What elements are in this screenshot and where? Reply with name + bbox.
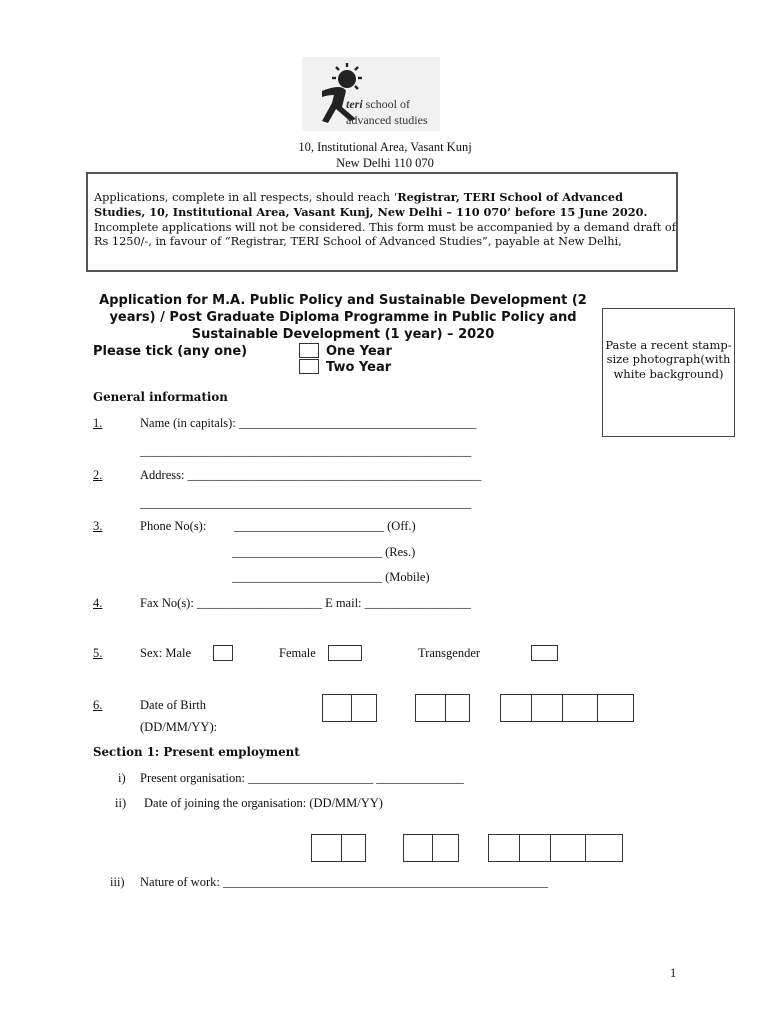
notice-box: [86, 172, 678, 272]
notice-text-2: Incomplete applications will not be considered. This form must be accompanied by a demand draft of Rs 1250/-, in favour of “Registrar, TERI School of Advanced Studies”, payable at New Delhi,: [94, 220, 676, 248]
two-year-label: Two Year: [326, 360, 392, 375]
logo-brand: teri: [346, 97, 363, 111]
notice-text-1: Applications, complete in all respects, should reach ‘: [94, 191, 398, 204]
section1-title: Section 1: Present employment: [93, 745, 300, 759]
phone-off-field[interactable]: ________________________ (Off.): [234, 519, 416, 533]
transgender-checkbox[interactable]: [531, 645, 558, 661]
dob-label: Date of Birth: [140, 698, 206, 712]
photo-box[interactable]: [602, 308, 735, 437]
address-field-line2[interactable]: _____________________________________________________: [140, 496, 472, 510]
doj-year-boxes[interactable]: [488, 834, 623, 862]
notice-bold: Registrar, TERI School of Advanced Studies, 10, Institutional Area, Vasant Kunj, New Delhi – 110 070’ before 15 June 2020.: [94, 190, 648, 220]
section1-item-i: i): [118, 771, 126, 785]
date-joining-label: Date of joining the organisation: (DD/MM/YY): [144, 796, 383, 810]
item-number-1: 1.: [93, 416, 103, 430]
heading-line3: Sustainable Development (1 year) – 2020: [191, 327, 495, 342]
address-field[interactable]: Address: _______________________________________________: [140, 468, 482, 482]
teri-logo: [302, 57, 440, 131]
one-year-label: One Year: [326, 344, 392, 359]
item-number-5: 5.: [93, 646, 103, 660]
tick-label: Please tick (any one): [93, 344, 248, 359]
name-field[interactable]: Name (in capitals): ______________________________________: [140, 416, 477, 430]
general-info-title: General information: [93, 390, 228, 404]
two-year-checkbox[interactable]: [299, 359, 319, 374]
male-checkbox[interactable]: [213, 645, 233, 661]
doj-month-boxes[interactable]: [403, 834, 459, 862]
section1-item-iii: iii): [110, 875, 125, 889]
female-checkbox[interactable]: [328, 645, 362, 661]
logo-line2: advanced studies: [346, 113, 428, 127]
heading-line1: Application for M.A. Public Policy and Sustainable Development (2: [99, 293, 587, 308]
female-label: Female: [279, 646, 316, 660]
heading-line2: years) / Post Graduate Diploma Programme in Public Policy and: [109, 310, 577, 325]
item-number-4: 4.: [93, 596, 103, 610]
fax-email-field[interactable]: Fax No(s): ____________________ E mail: _________________: [140, 596, 471, 610]
nature-of-work-field[interactable]: Nature of work: ____________________________________________________: [140, 875, 548, 889]
phone-res-field[interactable]: ________________________ (Res.): [232, 545, 416, 559]
doj-day-boxes[interactable]: [311, 834, 366, 862]
present-organisation-field[interactable]: Present organisation: ____________________ ______________: [140, 771, 464, 785]
section1-item-ii: ii): [115, 796, 127, 810]
one-year-checkbox[interactable]: [299, 343, 319, 358]
page-number: 1: [670, 966, 677, 980]
photo-instructions: Paste a recent stamp-size photograph(with white background): [605, 338, 732, 381]
address-line2: New Delhi 110 070: [336, 156, 434, 170]
item-number-2: 2.: [93, 468, 103, 482]
dob-year-boxes[interactable]: [500, 694, 634, 722]
form-heading: [88, 292, 598, 343]
phone-mobile-field[interactable]: ________________________ (Mobile): [232, 570, 430, 584]
transgender-label: Transgender: [418, 646, 481, 660]
dob-format: (DD/MM/YY):: [140, 720, 218, 734]
name-field-line2[interactable]: _____________________________________________________: [140, 444, 472, 458]
item-number-3: 3.: [93, 519, 103, 533]
dob-day-boxes[interactable]: [322, 694, 377, 722]
logo-line1: school of: [365, 97, 410, 111]
sex-label: Sex: Male: [140, 646, 192, 660]
item-number-6: 6.: [93, 698, 103, 712]
dob-month-boxes[interactable]: [415, 694, 470, 722]
phone-label: Phone No(s):: [140, 519, 207, 533]
address-line1: 10, Institutional Area, Vasant Kunj: [298, 140, 472, 154]
